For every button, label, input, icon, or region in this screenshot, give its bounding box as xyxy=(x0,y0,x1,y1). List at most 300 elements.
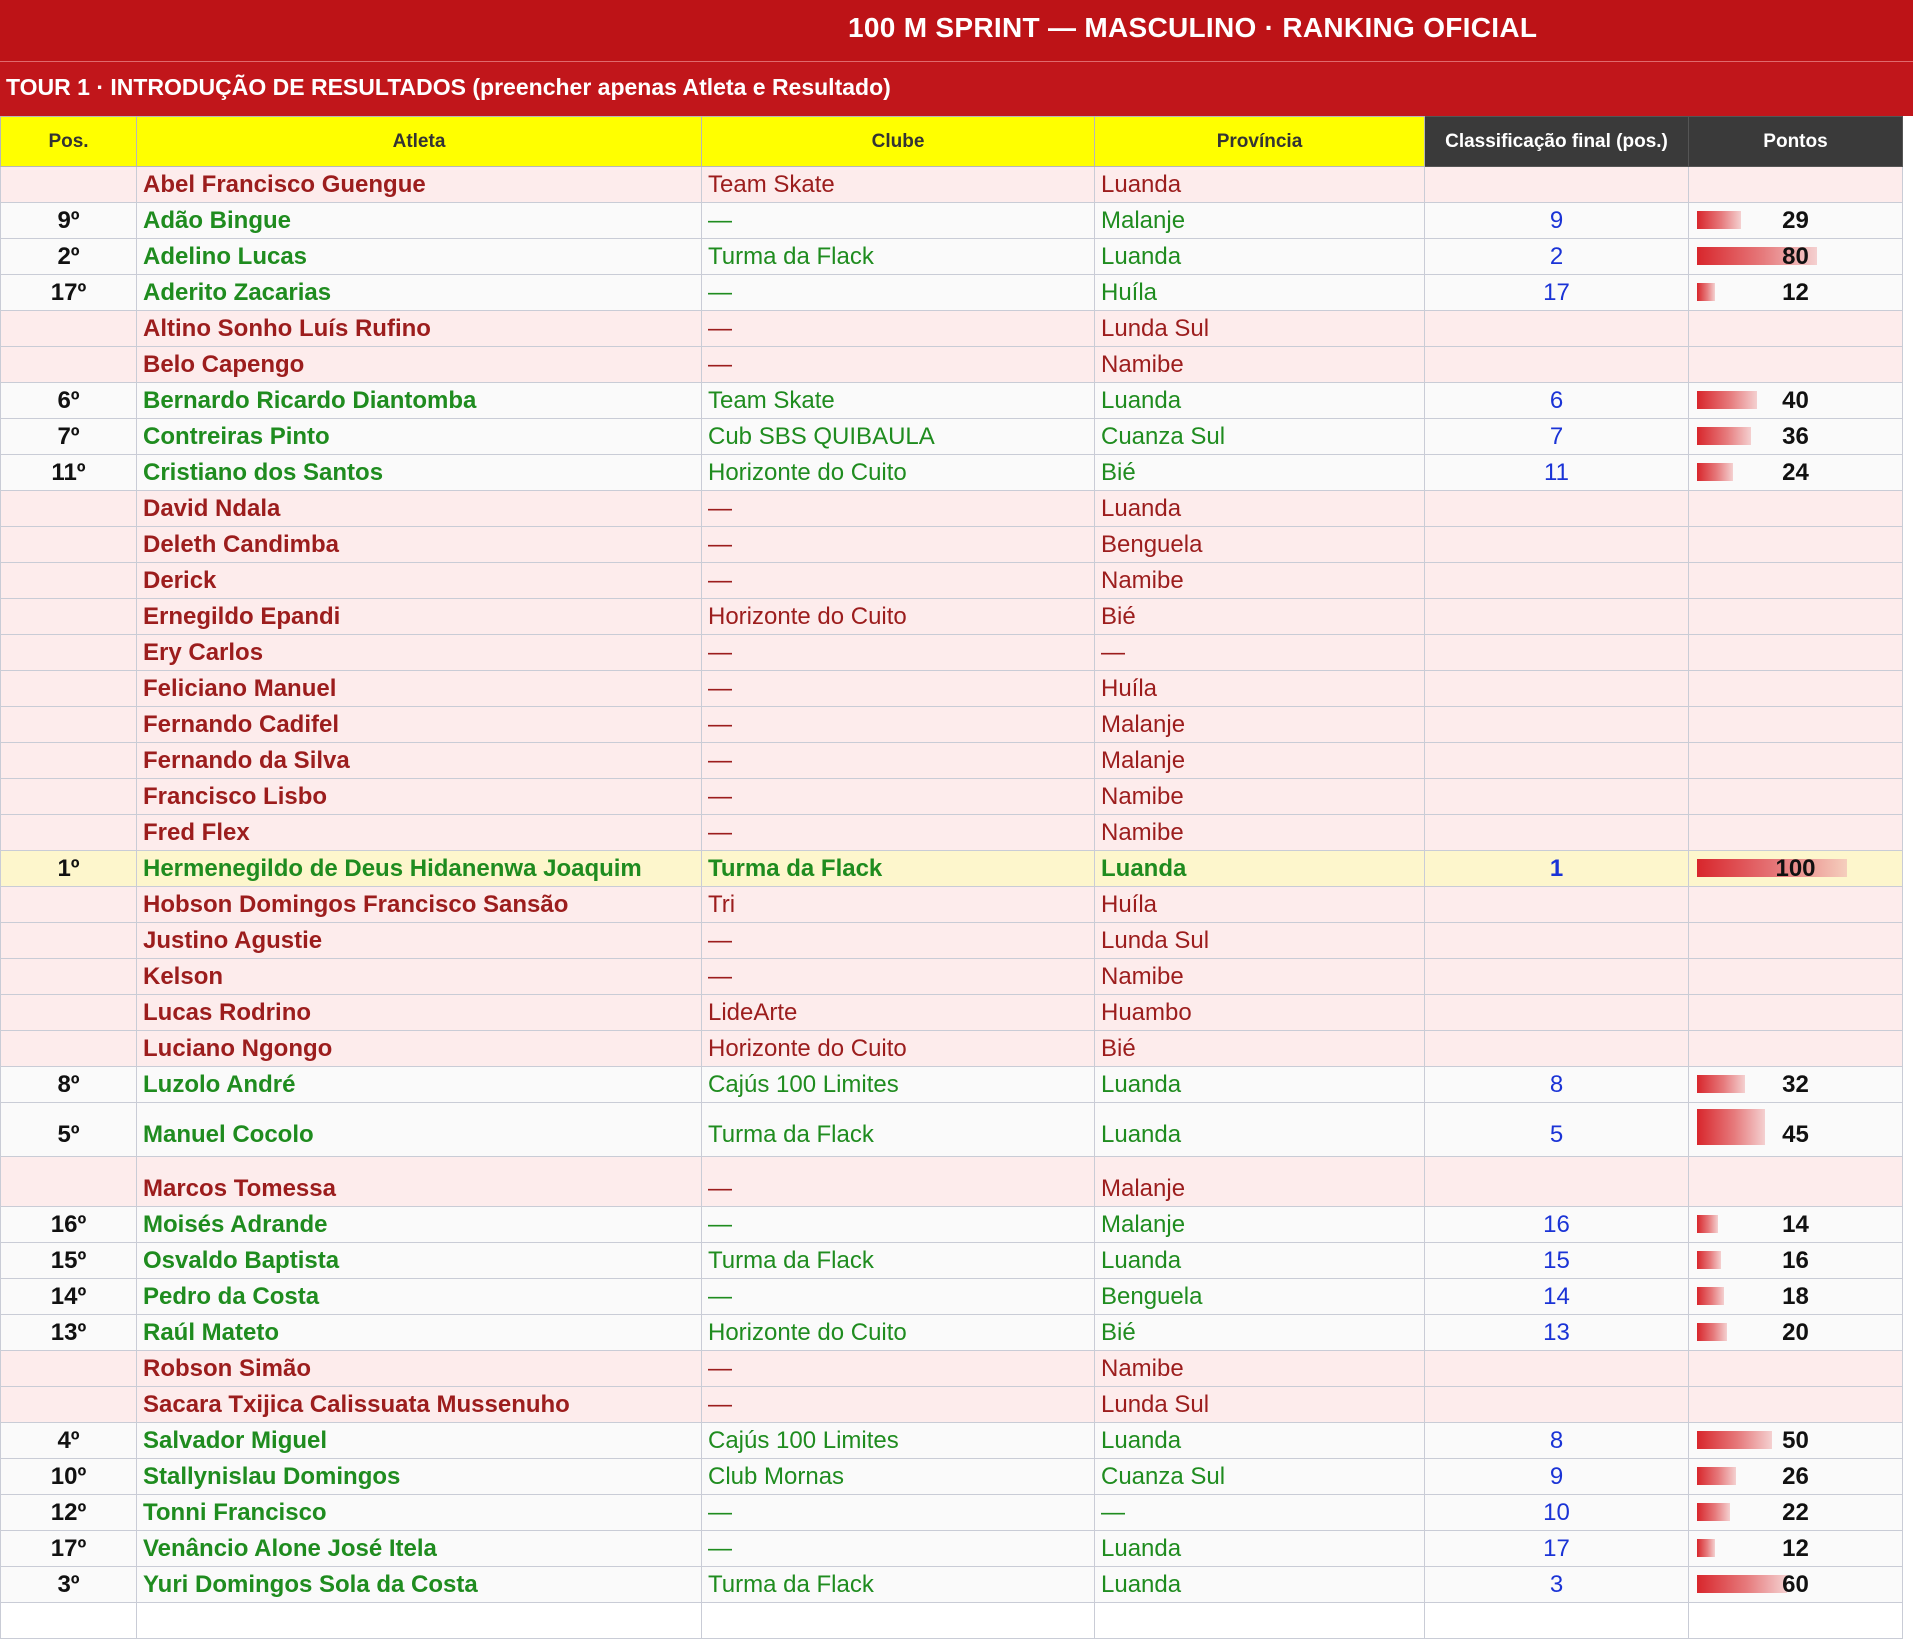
table-row xyxy=(1,1279,1903,1315)
cell-club[interactable]: — xyxy=(702,1157,1095,1207)
cell-province[interactable]: Luanda xyxy=(1095,167,1425,203)
table-row xyxy=(1,1103,1903,1157)
cell-club[interactable]: — xyxy=(702,1531,1095,1567)
cell-province[interactable]: Huíla xyxy=(1095,275,1425,311)
cell-final-position[interactable] xyxy=(1425,707,1689,743)
cell-points[interactable] xyxy=(1689,923,1903,959)
cell-province[interactable]: Namibe xyxy=(1095,347,1425,383)
cell-final-position[interactable]: 10 xyxy=(1425,1495,1689,1531)
cell-pos[interactable] xyxy=(1,995,137,1031)
cell-pos[interactable]: 4º xyxy=(1,1423,137,1459)
sheet-subtitle: TOUR 1 · INTRODUÇÃO DE RESULTADOS (preencher apenas Atleta e Resultado) xyxy=(6,74,891,100)
cell-pos[interactable] xyxy=(1,599,137,635)
cell-points[interactable] xyxy=(1689,1387,1903,1423)
empty-cell[interactable] xyxy=(1689,1603,1903,1639)
cell-province[interactable]: Benguela xyxy=(1095,1279,1425,1315)
cell-club[interactable]: — xyxy=(702,1279,1095,1315)
cell-points[interactable] xyxy=(1689,419,1903,455)
points-bar xyxy=(1697,859,1847,877)
table-row xyxy=(1,959,1903,995)
cell-club[interactable]: — xyxy=(702,779,1095,815)
cell-athlete[interactable]: Fernando Cadifel xyxy=(137,707,702,743)
cell-athlete[interactable]: Adelino Lucas xyxy=(137,239,702,275)
cell-athlete[interactable]: Tonni Francisco xyxy=(137,1495,702,1531)
cell-province[interactable]: Luanda xyxy=(1095,851,1425,887)
cell-points[interactable] xyxy=(1689,347,1903,383)
empty-row xyxy=(1,1603,1903,1639)
points-bar xyxy=(1697,1467,1736,1485)
cell-athlete[interactable]: Marcos Tomessa xyxy=(137,1157,702,1207)
cell-final-position[interactable]: 8 xyxy=(1425,1423,1689,1459)
col-header-final: Classificação final (pos.) xyxy=(1425,117,1689,167)
cell-athlete[interactable]: Luciano Ngongo xyxy=(137,1031,702,1067)
cell-final-position[interactable] xyxy=(1425,923,1689,959)
cell-points[interactable] xyxy=(1689,671,1903,707)
cell-final-position[interactable] xyxy=(1425,887,1689,923)
cell-points[interactable] xyxy=(1689,383,1903,419)
cell-club[interactable]: — xyxy=(702,1495,1095,1531)
cell-club[interactable]: — xyxy=(702,1387,1095,1423)
cell-athlete[interactable]: Bernardo Ricardo Diantomba xyxy=(137,383,702,419)
points-bar xyxy=(1697,463,1733,481)
cell-athlete[interactable]: Fernando da Silva xyxy=(137,743,702,779)
cell-final-position[interactable] xyxy=(1425,959,1689,995)
cell-points[interactable] xyxy=(1689,491,1903,527)
points-value: 16 xyxy=(1782,1246,1809,1274)
cell-pos[interactable] xyxy=(1,815,137,851)
cell-province[interactable]: Namibe xyxy=(1095,815,1425,851)
cell-club[interactable]: — xyxy=(702,743,1095,779)
cell-club[interactable]: Horizonte do Cuito xyxy=(702,1031,1095,1067)
cell-final-position[interactable]: 9 xyxy=(1425,203,1689,239)
cell-province[interactable]: Luanda xyxy=(1095,1067,1425,1103)
cell-athlete[interactable]: Hobson Domingos Francisco Sansão xyxy=(137,887,702,923)
cell-athlete[interactable]: Cristiano dos Santos xyxy=(137,455,702,491)
cell-province[interactable]: Luanda xyxy=(1095,1243,1425,1279)
cell-final-position[interactable]: 5 xyxy=(1425,1103,1689,1157)
cell-athlete[interactable]: Luzolo André xyxy=(137,1067,702,1103)
cell-club[interactable]: Turma da Flack xyxy=(702,239,1095,275)
cell-province[interactable]: Bié xyxy=(1095,599,1425,635)
cell-province[interactable]: Malanje xyxy=(1095,1157,1425,1207)
cell-province[interactable]: Benguela xyxy=(1095,527,1425,563)
cell-points[interactable] xyxy=(1689,1103,1903,1157)
cell-province[interactable]: Malanje xyxy=(1095,203,1425,239)
points-bar xyxy=(1697,283,1715,301)
cell-pos[interactable]: 8º xyxy=(1,1067,137,1103)
cell-points[interactable] xyxy=(1689,635,1903,671)
cell-athlete[interactable]: Sacara Txijica Calissuata Mussenuho xyxy=(137,1387,702,1423)
cell-club[interactable]: — xyxy=(702,959,1095,995)
cell-province[interactable]: Cuanza Sul xyxy=(1095,419,1425,455)
cell-club[interactable]: Horizonte do Cuito xyxy=(702,599,1095,635)
cell-province[interactable]: Namibe xyxy=(1095,1351,1425,1387)
points-value: 14 xyxy=(1782,1210,1809,1238)
cell-club[interactable]: — xyxy=(702,671,1095,707)
cell-final-position[interactable]: 7 xyxy=(1425,419,1689,455)
cell-points[interactable] xyxy=(1689,167,1903,203)
cell-final-position[interactable]: 17 xyxy=(1425,1531,1689,1567)
cell-points[interactable] xyxy=(1689,851,1903,887)
cell-athlete[interactable]: David Ndala xyxy=(137,491,702,527)
cell-athlete[interactable]: Ernegildo Epandi xyxy=(137,599,702,635)
cell-club[interactable]: Club Mornas xyxy=(702,1459,1095,1495)
cell-province[interactable]: Namibe xyxy=(1095,959,1425,995)
cell-pos[interactable] xyxy=(1,743,137,779)
table-row xyxy=(1,1031,1903,1067)
points-value: 80 xyxy=(1782,242,1809,270)
cell-club[interactable]: Turma da Flack xyxy=(702,1243,1095,1279)
cell-province[interactable]: Cuanza Sul xyxy=(1095,1459,1425,1495)
empty-cell[interactable] xyxy=(1,1603,137,1639)
cell-final-position[interactable]: 1 xyxy=(1425,851,1689,887)
cell-points[interactable] xyxy=(1689,239,1903,275)
points-value: 29 xyxy=(1782,206,1809,234)
cell-athlete[interactable]: Kelson xyxy=(137,959,702,995)
cell-province[interactable]: Huíla xyxy=(1095,671,1425,707)
cell-points[interactable] xyxy=(1689,1243,1903,1279)
cell-club[interactable]: Team Skate xyxy=(702,167,1095,203)
cell-pos[interactable] xyxy=(1,1351,137,1387)
points-bar xyxy=(1697,1323,1727,1341)
empty-cell[interactable] xyxy=(1095,1603,1425,1639)
cell-club[interactable]: — xyxy=(702,635,1095,671)
cell-province[interactable]: Malanje xyxy=(1095,1207,1425,1243)
cell-club[interactable]: — xyxy=(702,815,1095,851)
cell-athlete[interactable]: Osvaldo Baptista xyxy=(137,1243,702,1279)
cell-points[interactable] xyxy=(1689,1495,1903,1531)
points-value: 45 xyxy=(1782,1120,1809,1148)
cell-pos[interactable]: 7º xyxy=(1,419,137,455)
cell-points[interactable] xyxy=(1689,995,1903,1031)
cell-athlete[interactable]: Feliciano Manuel xyxy=(137,671,702,707)
cell-province[interactable]: Luanda xyxy=(1095,1531,1425,1567)
cell-province[interactable]: Lunda Sul xyxy=(1095,1387,1425,1423)
cell-points[interactable] xyxy=(1689,1031,1903,1067)
cell-club[interactable]: Team Skate xyxy=(702,383,1095,419)
cell-points[interactable] xyxy=(1689,1067,1903,1103)
cell-province[interactable]: Luanda xyxy=(1095,239,1425,275)
table-row xyxy=(1,1243,1903,1279)
cell-final-position[interactable]: 9 xyxy=(1425,1459,1689,1495)
cell-athlete[interactable]: Contreiras Pinto xyxy=(137,419,702,455)
cell-pos[interactable]: 3º xyxy=(1,1567,137,1603)
table-body xyxy=(1,167,1903,1639)
cell-final-position[interactable] xyxy=(1425,311,1689,347)
points-bar xyxy=(1697,427,1751,445)
cell-club[interactable]: — xyxy=(702,707,1095,743)
cell-pos[interactable] xyxy=(1,635,137,671)
cell-points[interactable] xyxy=(1689,203,1903,239)
cell-athlete[interactable]: Venâncio Alone José Itela xyxy=(137,1531,702,1567)
cell-athlete[interactable]: Lucas Rodrino xyxy=(137,995,702,1031)
cell-points[interactable] xyxy=(1689,1567,1903,1603)
cell-points[interactable] xyxy=(1689,1207,1903,1243)
cell-province[interactable]: Huíla xyxy=(1095,887,1425,923)
table-row xyxy=(1,671,1903,707)
table-row xyxy=(1,995,1903,1031)
table-row xyxy=(1,1459,1903,1495)
table-row xyxy=(1,455,1903,491)
cell-athlete[interactable]: Derick xyxy=(137,563,702,599)
cell-club[interactable]: Cajús 100 Limites xyxy=(702,1067,1095,1103)
table-row xyxy=(1,239,1903,275)
cell-pos[interactable]: 5º xyxy=(1,1103,137,1157)
cell-pos[interactable] xyxy=(1,923,137,959)
title-bar xyxy=(0,0,1913,61)
cell-club[interactable]: Turma da Flack xyxy=(702,851,1095,887)
cell-points[interactable] xyxy=(1689,1459,1903,1495)
cell-pos[interactable]: 16º xyxy=(1,1207,137,1243)
table-row xyxy=(1,887,1903,923)
col-header-pos: Pos. xyxy=(1,117,137,167)
cell-athlete[interactable]: Moisés Adrande xyxy=(137,1207,702,1243)
cell-club[interactable]: LideArte xyxy=(702,995,1095,1031)
cell-athlete[interactable]: Altino Sonho Luís Rufino xyxy=(137,311,702,347)
cell-final-position[interactable] xyxy=(1425,599,1689,635)
cell-points[interactable] xyxy=(1689,1279,1903,1315)
cell-points[interactable] xyxy=(1689,887,1903,923)
table-row xyxy=(1,491,1903,527)
cell-pos[interactable]: 11º xyxy=(1,455,137,491)
cell-club[interactable]: Tri xyxy=(702,887,1095,923)
cell-province[interactable]: Huambo xyxy=(1095,995,1425,1031)
cell-points[interactable] xyxy=(1689,1315,1903,1351)
cell-club[interactable]: — xyxy=(702,491,1095,527)
cell-athlete[interactable]: Yuri Domingos Sola da Costa xyxy=(137,1567,702,1603)
cell-pos[interactable] xyxy=(1,563,137,599)
points-value: 50 xyxy=(1782,1426,1809,1454)
cell-club[interactable]: — xyxy=(702,923,1095,959)
cell-pos[interactable]: 2º xyxy=(1,239,137,275)
table-row xyxy=(1,419,1903,455)
cell-athlete[interactable]: Justino Agustie xyxy=(137,923,702,959)
cell-pos[interactable] xyxy=(1,491,137,527)
cell-province[interactable]: Lunda Sul xyxy=(1095,311,1425,347)
points-value: 40 xyxy=(1782,386,1809,414)
cell-final-position[interactable] xyxy=(1425,347,1689,383)
cell-pos[interactable] xyxy=(1,347,137,383)
empty-cell[interactable] xyxy=(137,1603,702,1639)
cell-points[interactable] xyxy=(1689,1531,1903,1567)
cell-points[interactable] xyxy=(1689,455,1903,491)
cell-athlete[interactable]: Pedro da Costa xyxy=(137,1279,702,1315)
cell-final-position[interactable] xyxy=(1425,635,1689,671)
cell-points[interactable] xyxy=(1689,563,1903,599)
table-row xyxy=(1,383,1903,419)
cell-points[interactable] xyxy=(1689,599,1903,635)
cell-final-position[interactable] xyxy=(1425,1387,1689,1423)
cell-final-position[interactable] xyxy=(1425,1157,1689,1207)
cell-final-position[interactable] xyxy=(1425,671,1689,707)
sheet-title: 100 M SPRINT — MASCULINO · RANKING OFICIAL xyxy=(848,12,1538,43)
col-header-province: Província xyxy=(1095,117,1425,167)
points-bar xyxy=(1697,1287,1724,1305)
table-row xyxy=(1,707,1903,743)
cell-pos[interactable]: 6º xyxy=(1,383,137,419)
cell-athlete[interactable]: Abel Francisco Guengue xyxy=(137,167,702,203)
table-row xyxy=(1,347,1903,383)
cell-province[interactable]: Luanda xyxy=(1095,1103,1425,1157)
cell-athlete[interactable]: Aderito Zacarias xyxy=(137,275,702,311)
cell-pos[interactable] xyxy=(1,311,137,347)
cell-athlete[interactable]: Francisco Lisbo xyxy=(137,779,702,815)
cell-club[interactable]: — xyxy=(702,1207,1095,1243)
table-row xyxy=(1,1495,1903,1531)
cell-final-position[interactable] xyxy=(1425,779,1689,815)
cell-athlete[interactable]: Deleth Candimba xyxy=(137,527,702,563)
cell-athlete[interactable]: Robson Simão xyxy=(137,1351,702,1387)
cell-points[interactable] xyxy=(1689,275,1903,311)
cell-pos[interactable]: 15º xyxy=(1,1243,137,1279)
table-row xyxy=(1,743,1903,779)
cell-club[interactable]: — xyxy=(702,203,1095,239)
cell-points[interactable] xyxy=(1689,959,1903,995)
header-row xyxy=(1,117,1903,167)
cell-pos[interactable] xyxy=(1,779,137,815)
cell-club[interactable]: — xyxy=(702,347,1095,383)
table-row xyxy=(1,1567,1903,1603)
cell-province[interactable]: — xyxy=(1095,635,1425,671)
cell-pos[interactable]: 14º xyxy=(1,1279,137,1315)
cell-points[interactable] xyxy=(1689,779,1903,815)
cell-pos[interactable]: 9º xyxy=(1,203,137,239)
cell-athlete[interactable]: Salvador Miguel xyxy=(137,1423,702,1459)
points-value: 32 xyxy=(1782,1070,1809,1098)
cell-pos[interactable]: 1º xyxy=(1,851,137,887)
cell-club[interactable]: — xyxy=(702,563,1095,599)
cell-athlete[interactable]: Manuel Cocolo xyxy=(137,1103,702,1157)
cell-pos[interactable] xyxy=(1,1157,137,1207)
points-value: 22 xyxy=(1782,1498,1809,1526)
cell-athlete[interactable]: Hermenegildo de Deus Hidanenwa Joaquim xyxy=(137,851,702,887)
cell-province[interactable]: Lunda Sul xyxy=(1095,923,1425,959)
table-row xyxy=(1,1387,1903,1423)
cell-final-position[interactable]: 13 xyxy=(1425,1315,1689,1351)
cell-club[interactable]: Cub SBS QUIBAULA xyxy=(702,419,1095,455)
empty-cell[interactable] xyxy=(702,1603,1095,1639)
cell-club[interactable]: Horizonte do Cuito xyxy=(702,1315,1095,1351)
cell-pos[interactable] xyxy=(1,707,137,743)
cell-pos[interactable] xyxy=(1,527,137,563)
cell-pos[interactable]: 10º xyxy=(1,1459,137,1495)
points-value: 12 xyxy=(1782,1534,1809,1562)
cell-pos[interactable] xyxy=(1,1031,137,1067)
table-row xyxy=(1,923,1903,959)
cell-final-position[interactable]: 11 xyxy=(1425,455,1689,491)
points-value: 100 xyxy=(1775,854,1816,882)
cell-final-position[interactable]: 2 xyxy=(1425,239,1689,275)
cell-club[interactable]: — xyxy=(702,1351,1095,1387)
empty-cell[interactable] xyxy=(1425,1603,1689,1639)
cell-points[interactable] xyxy=(1689,1423,1903,1459)
cell-points[interactable] xyxy=(1689,527,1903,563)
cell-final-position[interactable]: 3 xyxy=(1425,1567,1689,1603)
cell-points[interactable] xyxy=(1689,311,1903,347)
cell-athlete[interactable]: Belo Capengo xyxy=(137,347,702,383)
points-bar xyxy=(1697,1215,1718,1233)
cell-points[interactable] xyxy=(1689,815,1903,851)
cell-athlete[interactable]: Raúl Mateto xyxy=(137,1315,702,1351)
cell-final-position[interactable] xyxy=(1425,1031,1689,1067)
table-row xyxy=(1,1067,1903,1103)
cell-final-position[interactable]: 16 xyxy=(1425,1207,1689,1243)
cell-pos[interactable] xyxy=(1,671,137,707)
cell-pos[interactable]: 17º xyxy=(1,275,137,311)
cell-final-position[interactable] xyxy=(1425,743,1689,779)
cell-final-position[interactable] xyxy=(1425,527,1689,563)
cell-club[interactable]: Horizonte do Cuito xyxy=(702,455,1095,491)
table-row xyxy=(1,203,1903,239)
cell-points[interactable] xyxy=(1689,743,1903,779)
cell-club[interactable]: Turma da Flack xyxy=(702,1567,1095,1603)
cell-points[interactable] xyxy=(1689,1157,1903,1207)
points-bar xyxy=(1697,1109,1765,1145)
cell-final-position[interactable] xyxy=(1425,995,1689,1031)
cell-club[interactable]: Turma da Flack xyxy=(702,1103,1095,1157)
cell-final-position[interactable]: 17 xyxy=(1425,275,1689,311)
cell-club[interactable]: Cajús 100 Limites xyxy=(702,1423,1095,1459)
cell-athlete[interactable]: Stallynislau Domingos xyxy=(137,1459,702,1495)
table-row xyxy=(1,275,1903,311)
cell-province[interactable]: Malanje xyxy=(1095,743,1425,779)
cell-final-position[interactable] xyxy=(1425,167,1689,203)
cell-final-position[interactable] xyxy=(1425,563,1689,599)
table-row xyxy=(1,599,1903,635)
cell-points[interactable] xyxy=(1689,707,1903,743)
cell-province[interactable]: Bié xyxy=(1095,1031,1425,1067)
cell-province[interactable]: Luanda xyxy=(1095,383,1425,419)
cell-province[interactable]: Luanda xyxy=(1095,491,1425,527)
cell-province[interactable]: Bié xyxy=(1095,1315,1425,1351)
cell-athlete[interactable]: Ery Carlos xyxy=(137,635,702,671)
cell-province[interactable]: Luanda xyxy=(1095,1567,1425,1603)
cell-pos[interactable]: 17º xyxy=(1,1531,137,1567)
table-row xyxy=(1,1423,1903,1459)
cell-final-position[interactable]: 6 xyxy=(1425,383,1689,419)
cell-club[interactable]: — xyxy=(702,275,1095,311)
table-row xyxy=(1,1351,1903,1387)
cell-athlete[interactable]: Fred Flex xyxy=(137,815,702,851)
cell-province[interactable]: Namibe xyxy=(1095,563,1425,599)
cell-final-position[interactable]: 8 xyxy=(1425,1067,1689,1103)
cell-athlete[interactable]: Adão Bingue xyxy=(137,203,702,239)
cell-province[interactable]: Malanje xyxy=(1095,707,1425,743)
cell-province[interactable]: Namibe xyxy=(1095,779,1425,815)
cell-final-position[interactable] xyxy=(1425,491,1689,527)
table-row xyxy=(1,1157,1903,1207)
col-header-points: Pontos xyxy=(1689,117,1903,167)
cell-pos[interactable] xyxy=(1,167,137,203)
cell-final-position[interactable] xyxy=(1425,1351,1689,1387)
cell-points[interactable] xyxy=(1689,1351,1903,1387)
cell-province[interactable]: Luanda xyxy=(1095,1423,1425,1459)
cell-pos[interactable] xyxy=(1,1387,137,1423)
points-value: 60 xyxy=(1782,1570,1809,1598)
cell-pos[interactable]: 13º xyxy=(1,1315,137,1351)
cell-province[interactable]: — xyxy=(1095,1495,1425,1531)
cell-pos[interactable] xyxy=(1,887,137,923)
cell-club[interactable]: — xyxy=(702,311,1095,347)
ranking-table xyxy=(0,116,1903,1639)
cell-club[interactable]: — xyxy=(702,527,1095,563)
cell-final-position[interactable]: 14 xyxy=(1425,1279,1689,1315)
cell-province[interactable]: Bié xyxy=(1095,455,1425,491)
cell-pos[interactable]: 12º xyxy=(1,1495,137,1531)
cell-final-position[interactable] xyxy=(1425,815,1689,851)
cell-pos[interactable] xyxy=(1,959,137,995)
cell-final-position[interactable]: 15 xyxy=(1425,1243,1689,1279)
